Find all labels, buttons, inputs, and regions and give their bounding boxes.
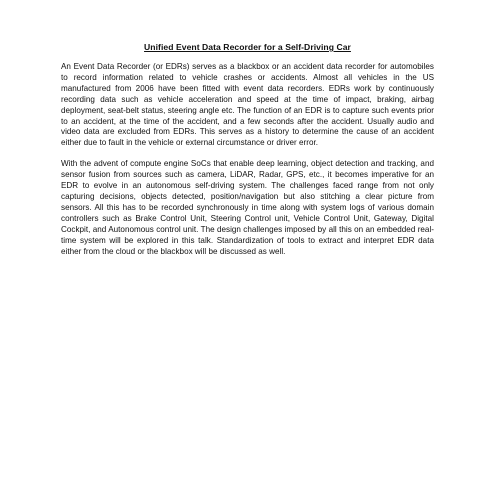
paragraph-edr-overview: An Event Data Recorder (or EDRs) serves as a blackbox or an accident data recorder for automobiles to record information related to vehicle crashes or accidents. Almost all vehicles in the US manufactured from 2006 have been fitted with event data recorders. EDRs work by continuously recording data such as vehicle acceleration and speed at the time of impact, braking, airbag deployment, seat-belt status, steering angle etc. The function of an EDR is to capture such events prior to an accident, at the time of the accident, and a few seconds after the accident. Usually audio and video data are excluded from EDRs. This serves as a history to determine the cause of an accident either due to fault in the vehicle or external circumstance or driver error. [61,62,434,148]
paragraph-self-driving-edr: With the advent of compute engine SoCs that enable deep learning, object detection and tracking, and sensor fusion from sources such as camera, LiDAR, Radar, GPS, etc., it becomes imperative for an EDR to evolve in an autonomous self-driving system. The challenges faced range from not only capturing decisions, objects detected, position/navigation but also stitching a clear picture from sensors. All this has to be recorded synchronously in time along with system logs of various domain controllers such as Brake Control Unit, Steering Control unit, Vehicle Control Unit, Gateway, Digital Cockpit, and Autonomous control unit. The design challenges imposed by all this on an embedded real-time system will be explored in this talk. Standardization of tools to extract and interpret EDR data either from the cloud or the blackbox will be discussed as well. [61,159,434,256]
document-content [61,41,434,257]
document-title: Unified Event Data Recorder for a Self-Driving Car [144,42,351,52]
